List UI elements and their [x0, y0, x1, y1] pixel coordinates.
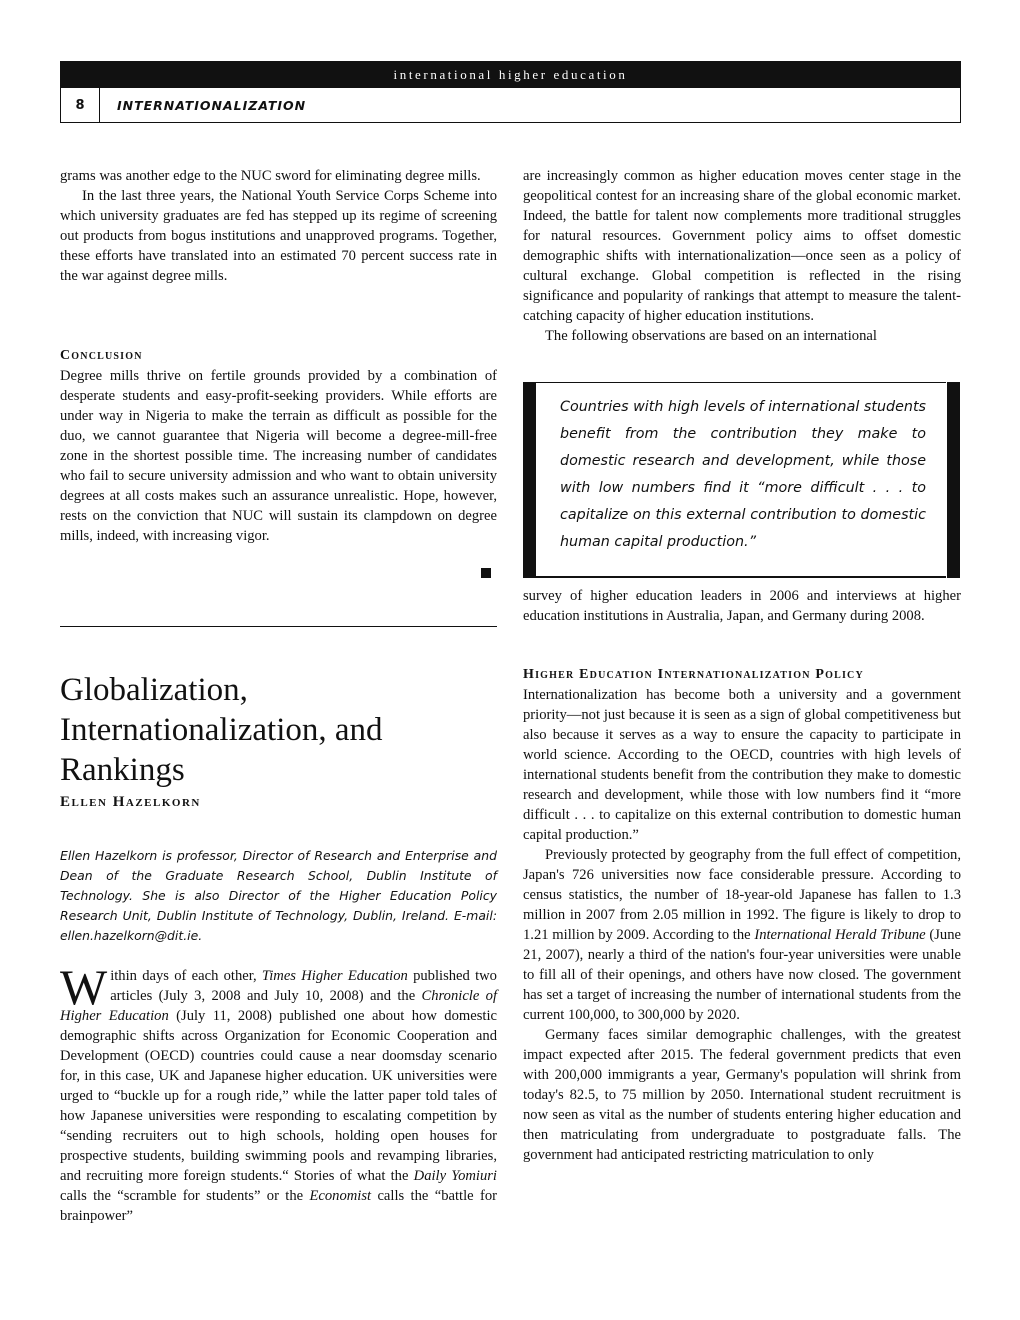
- left-continued-text: [60, 166, 497, 286]
- paragraph: Degree mills thrive on fertile grounds provided by a combination of desperate students and easy-profit-seeking providers. While efforts are under way in Nigeria to make the terrain as difficult as possible for the duo, we cannot guarantee that Nigeria will become a degree-mill-free zone in the shortest possible time. The increasing number of candidates who fail to secure university admission and who want to obtain university degrees at all costs makes such an assurance unrealistic. Hope, however, rests on the conviction that NUC will sustain its clampdown on degree mills, indeed, with increasing vigor.: [60, 368, 497, 544]
- paragraph: In the last three years, the National Youth Service Corps Scheme into which university graduates are fed has stepped up its regime of screening out products from bogus institutions and unapproved programs. Together, these efforts have translated into an estimated 70 percent success rate in the war against degree mills.: [60, 188, 497, 284]
- paragraph: Internationalization has become both a university and a government priority—not just because it is seen as a sign of global competitiveness but also because it serves as a way to ensure the capacity to participate in world science. According to the OECD, countries with high levels of international students benefit from the contribution they make to domestic research and development, while those with low numbers find it “more difficult . . . to capitalize on this external contribution to domestic human capital production.”: [523, 687, 961, 843]
- paragraph: are increasingly common as higher education moves center stage in the geopolitical contest for an increasing share of the global economic market. Indeed, the battle for talent now complements more traditional struggles for natural resources. Government policy aims to offset domestic demographic shifts with internationalization—once seen as a policy of cultural exchange. Global competition is reflected in the rising significance and popularity of rankings that attempt to measure the talent-catching capacity of higher education institutions.: [523, 168, 961, 324]
- author-bio: Ellen Hazelkorn is professor, Director of Research and Enterprise and Dean of the Graduate Research School, Dublin Institute of Technology. She is also Director of the Higher Education Policy Research Unit, Dublin Institute of Technology, Dublin, Ireland. E-mail: ellen.hazelkorn@dit.ie.: [60, 848, 497, 943]
- paragraph: grams was another edge to the NUC sword for eliminating degree mills.: [60, 168, 481, 184]
- paragraph: Previously protected by geography from the full effect of competition, Japan's 726 universities now face considerable pressure. According to census statistics, the number of 18-year-old Japanese has fallen to 1.3 million in 2007 from 2.05 million in 1992. The figure is likely to drop to 1.21 million by 2009. According to the International Herald Tribune (June 21, 2007), nearly a third of the nation's four-year universities were unable to fill all of their openings, and others have now closed. The government has set a target of increasing the number of international students from the current 100,000, to 300,000 by 2020.: [523, 847, 961, 1023]
- lead-paragraph: Within days of each other, Times Higher Education published two articles (July 3, 2008 and July 10, 2008) and the Chronicle of Higher Education (July 11, 2008) published one about how domestic demographic shifts across Organization for Economic Cooperation and Development (OECD) countries could cause a near doomsday scenario for, in this case, UK and Japanese higher education. UK universities were urged to “buckle up for a rough ride,” while the latter paper told tales of how Japanese universities were responding to escalating competition by “sending recruiters out to high schools, holding open houses for prospective students, building swimming pools and revamping libraries, and recruiting more foreign students.“ Stories of what the Daily Yomiuri calls the “scramble for students” or the Economist calls the “battle for brainpower”: [60, 959, 498, 1224]
- pull-quote-bar-left: [523, 382, 536, 578]
- paragraph: survey of higher education leaders in 2006 and interviews at higher education institutions in Australia, Japan, and Germany during 2008.: [523, 588, 961, 624]
- section-name: INTERNATIONALIZATION: [117, 98, 307, 113]
- paragraph: The following observations are based on an international: [545, 328, 877, 344]
- journal-title-bar: [60, 61, 961, 88]
- policy-heading: Higher Education Internationalization Policy: [523, 667, 864, 682]
- journal-title: international higher education: [393, 67, 628, 82]
- author-byline: Ellen Hazelkorn: [60, 794, 201, 810]
- title-line: Internationalization, and: [60, 712, 383, 748]
- article-title: [60, 670, 500, 790]
- title-line: Rankings: [60, 752, 185, 788]
- policy-text: [523, 685, 961, 1165]
- paragraph: Germany faces similar demographic challenges, with the greatest impact expected after 2015. The federal government predicts that even with 200,000 immigrants a year, Germany's population will shrink from today's 82.5, to 75 million by 2050. International student recruitment is now seen as vital as the number of students entering higher education and then matriculating from undergraduate to postgraduate falls. The government had anticipated restricting matriculation to only: [523, 1027, 961, 1163]
- end-mark: [481, 568, 491, 578]
- article-lead: [60, 959, 498, 1226]
- title-line: Globalization,: [60, 672, 248, 708]
- conclusion-text: [60, 366, 497, 546]
- divider: [60, 626, 497, 627]
- right-intro-text: [523, 166, 961, 346]
- conclusion-heading: Conclusion: [60, 348, 143, 363]
- right-survey-text: [523, 586, 961, 626]
- section-header: [60, 88, 961, 123]
- page-number: 8: [61, 88, 100, 122]
- pull-quote-bar-right: [947, 382, 960, 578]
- pull-quote: Countries with high levels of international students benefit from the contribution they make to domestic research and development, while those with low numbers find it “more difficult . . . to capitalize on this external contribution to domestic human capital production.”: [560, 399, 926, 550]
- drop-cap: W: [60, 959, 108, 1015]
